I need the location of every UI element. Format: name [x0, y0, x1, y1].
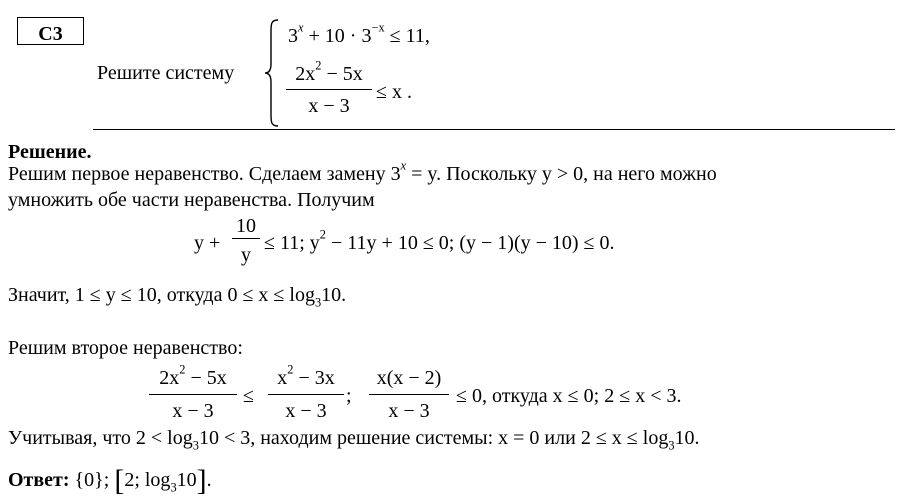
fraction-denominator: x − 3 — [388, 400, 430, 422]
formula-2-separator: ; — [346, 385, 352, 407]
fraction-denominator: x − 3 — [285, 400, 327, 422]
solution-paragraph-1-line-1: Решим первое неравенство. Сделаем замену $3^x = y$. Поскольку y > 0, на него можно — [8, 158, 717, 185]
solution-paragraph-3: Учитывая, что $2 < \log_310 < 3$, находим решение системы: x = 0 или $2 \le x \le \log_310$. — [8, 427, 700, 453]
formula-2-fraction-1 — [149, 362, 237, 424]
task-label: С3 — [38, 23, 63, 45]
fraction-denominator: y — [241, 244, 251, 266]
formula-1-prefix: y + — [194, 232, 221, 254]
formula-2-tail: ≤ 0, откуда x ≤ 0; 2 ≤ x < 3. — [456, 385, 682, 407]
task-label-box — [17, 17, 84, 45]
formula-1-rest: ≤ 11; $y^2 - 11y + 10 \le 0$; (y − 1)(y − 10) ≤ 0. — [264, 227, 615, 254]
problem-instruction: Решите систему — [97, 62, 235, 84]
formula-2-fraction-2 — [268, 362, 344, 424]
fraction-numerator: $2x^2 - 5x$ — [159, 362, 227, 389]
fraction-numerator: x(x − 2) — [376, 367, 442, 389]
system-equation-2-fraction — [286, 58, 372, 120]
fraction-bar — [286, 89, 372, 90]
fraction-numerator: $x^2 - 3x$ — [277, 362, 335, 389]
system-equation-2-rhs: ≤ x . — [376, 81, 412, 103]
fraction-denominator: x − 3 — [308, 95, 350, 117]
fraction-numerator: $2x^2 - 5x$ — [295, 58, 363, 85]
answer-bracket-close: ] — [196, 464, 207, 497]
solution-paragraph-1-line-2: умножить обе части неравенства. Получим — [8, 189, 375, 211]
fraction-bar — [268, 394, 344, 395]
fraction-bar — [369, 394, 449, 395]
fraction-denominator: x − 3 — [172, 400, 214, 422]
fraction-bar — [232, 238, 260, 239]
fraction-numerator: 10 — [236, 215, 256, 237]
system-equation-1: $3^x + 10 \cdot 3^{-x} \le 11$, — [288, 20, 430, 47]
fraction-bar — [149, 394, 237, 395]
answer-line: Ответ: {0}; [2; $\log_310$]. — [8, 464, 212, 497]
formula-1-fraction — [232, 214, 260, 272]
system-brace — [262, 18, 282, 128]
formula-2-operator: ≤ — [243, 385, 254, 407]
solution-paragraph-2-intro: Решим второе неравенство: — [8, 337, 243, 359]
solution-heading: Решение. — [8, 141, 92, 163]
answer-label: Ответ: — [8, 469, 70, 491]
formula-2-fraction-3 — [369, 366, 449, 424]
section-divider — [93, 129, 895, 130]
answer-bracket-open: [ — [114, 464, 125, 497]
solution-conclusion-1: Значит, 1 ≤ y ≤ 10, откуда $0 \le x \le \log_310$. — [8, 284, 347, 310]
